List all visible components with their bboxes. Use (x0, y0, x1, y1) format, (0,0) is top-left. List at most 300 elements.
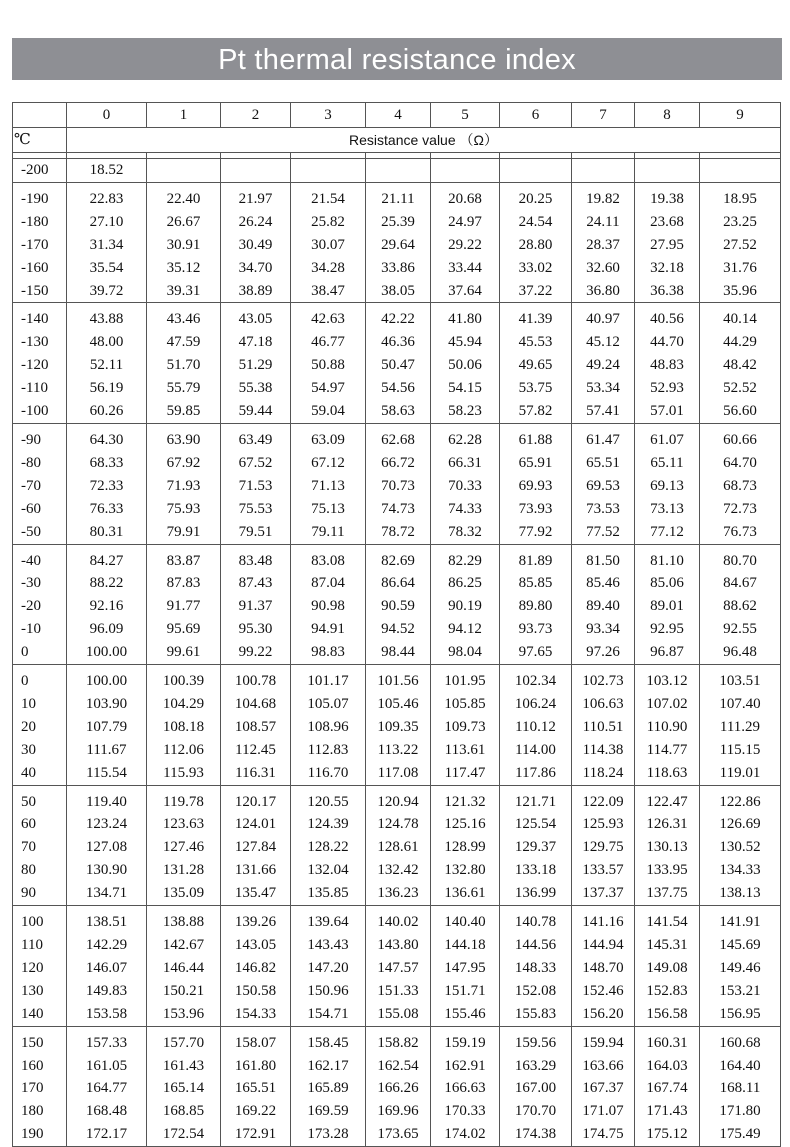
resistance-cell: 87.83 (147, 572, 221, 595)
resistance-cell: 86.25 (431, 572, 500, 595)
resistance-cell: 166.63 (431, 1077, 500, 1100)
resistance-cell: 84.27 (67, 550, 147, 573)
resistance-cell: 133.57 (572, 859, 635, 882)
resistance-cell: 107.02 (635, 693, 700, 716)
table-row (13, 595, 781, 618)
temperature-cell: 60 (13, 813, 67, 836)
column-header-row (13, 103, 781, 128)
resistance-cell: 174.02 (431, 1123, 500, 1146)
resistance-cell: 84.67 (700, 572, 781, 595)
resistance-cell: 40.56 (635, 308, 700, 331)
resistance-cell: 57.41 (572, 400, 635, 423)
column-header: 3 (291, 103, 366, 128)
resistance-cell: 100.78 (221, 670, 291, 693)
resistance-cell: 40.97 (572, 308, 635, 331)
resistance-cell (700, 159, 781, 183)
resistance-cell: 21.97 (221, 188, 291, 211)
resistance-cell: 117.08 (366, 762, 431, 785)
temperature-cell: -70 (13, 475, 67, 498)
resistance-cell: 146.82 (221, 957, 291, 980)
table-row (13, 159, 781, 183)
resistance-cell: 89.40 (572, 595, 635, 618)
temperature-cell: -120 (13, 354, 67, 377)
temperature-cell: -30 (13, 572, 67, 595)
resistance-cell: 101.17 (291, 670, 366, 693)
table-row (13, 1100, 781, 1123)
resistance-cell: 110.51 (572, 716, 635, 739)
table-row (13, 308, 781, 331)
resistance-cell: 67.12 (291, 452, 366, 475)
resistance-cell: 74.33 (431, 498, 500, 521)
resistance-cell: 52.11 (67, 354, 147, 377)
resistance-cell: 149.46 (700, 957, 781, 980)
resistance-cell: 31.34 (67, 234, 147, 257)
resistance-cell: 134.71 (67, 882, 147, 905)
resistance-cell: 114.77 (635, 739, 700, 762)
resistance-cell: 147.57 (366, 957, 431, 980)
resistance-cell: 65.11 (635, 452, 700, 475)
resistance-cell: 81.10 (635, 550, 700, 573)
resistance-cell: 116.31 (221, 762, 291, 785)
resistance-cell: 35.12 (147, 257, 221, 280)
resistance-cell: 173.28 (291, 1123, 366, 1146)
resistance-cell: 108.96 (291, 716, 366, 739)
table-row (13, 882, 781, 905)
resistance-cell: 148.33 (500, 957, 572, 980)
resistance-cell: 110.90 (635, 716, 700, 739)
resistance-cell (572, 159, 635, 183)
table-row (13, 693, 781, 716)
resistance-cell: 37.64 (431, 280, 500, 303)
resistance-cell: 41.80 (431, 308, 500, 331)
table-row (13, 1123, 781, 1146)
table-row (13, 618, 781, 641)
resistance-cell: 165.14 (147, 1077, 221, 1100)
resistance-cell: 69.93 (500, 475, 572, 498)
column-header: 6 (500, 103, 572, 128)
resistance-cell: 63.90 (147, 429, 221, 452)
resistance-cell: 167.74 (635, 1077, 700, 1100)
resistance-cell: 50.88 (291, 354, 366, 377)
resistance-cell: 21.11 (366, 188, 431, 211)
resistance-cell: 71.13 (291, 475, 366, 498)
table-row (13, 1055, 781, 1078)
resistance-cell: 136.23 (366, 882, 431, 905)
resistance-cell: 103.51 (700, 670, 781, 693)
resistance-cell: 56.60 (700, 400, 781, 423)
resistance-cell: 47.59 (147, 331, 221, 354)
table-row (13, 934, 781, 957)
resistance-cell: 88.62 (700, 595, 781, 618)
resistance-cell: 75.93 (147, 498, 221, 521)
resistance-cell: 45.12 (572, 331, 635, 354)
resistance-cell: 156.95 (700, 1003, 781, 1026)
resistance-cell: 73.13 (635, 498, 700, 521)
resistance-cell: 25.39 (366, 211, 431, 234)
resistance-cell: 92.16 (67, 595, 147, 618)
resistance-cell: 67.52 (221, 452, 291, 475)
resistance-cell: 50.47 (366, 354, 431, 377)
resistance-cell: 19.82 (572, 188, 635, 211)
resistance-cell: 36.80 (572, 280, 635, 303)
resistance-cell: 53.75 (500, 377, 572, 400)
resistance-cell: 97.26 (572, 641, 635, 664)
temperature-cell: -170 (13, 234, 67, 257)
resistance-cell: 141.91 (700, 911, 781, 934)
resistance-cell: 174.75 (572, 1123, 635, 1146)
temperature-cell: 100 (13, 911, 67, 934)
table-row (13, 813, 781, 836)
temperature-cell: -110 (13, 377, 67, 400)
resistance-cell: 143.43 (291, 934, 366, 957)
resistance-cell: 48.83 (635, 354, 700, 377)
resistance-cell: 158.45 (291, 1032, 366, 1055)
resistance-cell: 124.78 (366, 813, 431, 836)
resistance-cell: 55.79 (147, 377, 221, 400)
resistance-cell: 166.26 (366, 1077, 431, 1100)
temperature-cell: -200 (13, 159, 67, 183)
resistance-cell: 173.65 (366, 1123, 431, 1146)
resistance-cell: 32.60 (572, 257, 635, 280)
resistance-cell: 127.46 (147, 836, 221, 859)
temperature-cell: 20 (13, 716, 67, 739)
resistance-cell: 54.56 (366, 377, 431, 400)
resistance-cell: 157.70 (147, 1032, 221, 1055)
column-header: 9 (700, 103, 781, 128)
table-row (13, 762, 781, 785)
resistance-cell: 91.77 (147, 595, 221, 618)
resistance-cell: 150.21 (147, 980, 221, 1003)
resistance-cell: 33.02 (500, 257, 572, 280)
resistance-cell: 23.25 (700, 211, 781, 234)
resistance-cell: 43.88 (67, 308, 147, 331)
table-row (13, 211, 781, 234)
resistance-cell: 62.28 (431, 429, 500, 452)
resistance-cell: 107.79 (67, 716, 147, 739)
resistance-cell: 154.33 (221, 1003, 291, 1026)
resistance-cell: 119.01 (700, 762, 781, 785)
resistance-cell: 31.76 (700, 257, 781, 280)
resistance-cell: 143.05 (221, 934, 291, 957)
resistance-cell: 102.73 (572, 670, 635, 693)
resistance-cell: 125.54 (500, 813, 572, 836)
temperature-cell: 90 (13, 882, 67, 905)
resistance-cell: 174.38 (500, 1123, 572, 1146)
resistance-cell: 92.95 (635, 618, 700, 641)
resistance-cell: 38.47 (291, 280, 366, 303)
resistance-cell: 35.96 (700, 280, 781, 303)
resistance-cell: 158.07 (221, 1032, 291, 1055)
resistance-cell: 83.08 (291, 550, 366, 573)
table-row (13, 429, 781, 452)
resistance-cell: 22.40 (147, 188, 221, 211)
table-row (13, 280, 781, 303)
resistance-cell: 75.13 (291, 498, 366, 521)
temperature-cell: 30 (13, 739, 67, 762)
resistance-cell: 44.29 (700, 331, 781, 354)
resistance-cell: 98.04 (431, 641, 500, 664)
table-row (13, 1003, 781, 1026)
resistance-cell: 114.38 (572, 739, 635, 762)
resistance-cell (366, 159, 431, 183)
resistance-cell: 92.55 (700, 618, 781, 641)
table-row (13, 521, 781, 544)
resistance-cell: 80.70 (700, 550, 781, 573)
temperature-cell: 190 (13, 1123, 67, 1146)
resistance-cell: 106.24 (500, 693, 572, 716)
resistance-cell: 157.33 (67, 1032, 147, 1055)
resistance-cell: 56.19 (67, 377, 147, 400)
resistance-cell: 100.00 (67, 670, 147, 693)
resistance-cell: 60.26 (67, 400, 147, 423)
resistance-cell: 140.78 (500, 911, 572, 934)
column-header: 7 (572, 103, 635, 128)
resistance-cell: 141.54 (635, 911, 700, 934)
table-row (13, 331, 781, 354)
table-row (13, 354, 781, 377)
resistance-cell: 97.65 (500, 641, 572, 664)
resistance-cell: 89.80 (500, 595, 572, 618)
temperature-cell: 70 (13, 836, 67, 859)
resistance-cell: 164.03 (635, 1055, 700, 1078)
resistance-cell: 96.09 (67, 618, 147, 641)
resistance-cell: 136.61 (431, 882, 500, 905)
resistance-cell: 171.80 (700, 1100, 781, 1123)
resistance-cell: 51.70 (147, 354, 221, 377)
resistance-cell: 82.69 (366, 550, 431, 573)
resistance-cell: 158.82 (366, 1032, 431, 1055)
resistance-cell: 66.31 (431, 452, 500, 475)
resistance-cell: 168.48 (67, 1100, 147, 1123)
resistance-cell: 72.33 (67, 475, 147, 498)
resistance-cell: 45.53 (500, 331, 572, 354)
resistance-cell: 114.00 (500, 739, 572, 762)
temperature-cell: 40 (13, 762, 67, 785)
resistance-cell: 100.00 (67, 641, 147, 664)
resistance-cell: 108.57 (221, 716, 291, 739)
resistance-cell: 91.37 (221, 595, 291, 618)
resistance-cell: 170.33 (431, 1100, 500, 1123)
table-row (13, 550, 781, 573)
table-row (13, 234, 781, 257)
resistance-cell: 77.92 (500, 521, 572, 544)
resistance-cell: 105.85 (431, 693, 500, 716)
resistance-cell: 78.72 (366, 521, 431, 544)
resistance-cell: 33.86 (366, 257, 431, 280)
resistance-cell: 168.11 (700, 1077, 781, 1100)
resistance-cell: 156.20 (572, 1003, 635, 1026)
resistance-cell: 64.30 (67, 429, 147, 452)
column-header: 4 (366, 103, 431, 128)
resistance-cell: 108.18 (147, 716, 221, 739)
temperature-cell: -80 (13, 452, 67, 475)
table-row (13, 739, 781, 762)
temperature-cell: -190 (13, 188, 67, 211)
resistance-cell: 81.89 (500, 550, 572, 573)
corner-cell (13, 103, 67, 128)
resistance-cell: 135.85 (291, 882, 366, 905)
resistance-cell: 48.00 (67, 331, 147, 354)
resistance-cell: 76.73 (700, 521, 781, 544)
resistance-cell: 54.15 (431, 377, 500, 400)
resistance-cell: 58.63 (366, 400, 431, 423)
resistance-cell: 19.38 (635, 188, 700, 211)
resistance-cell: 129.37 (500, 836, 572, 859)
resistance-cell: 140.40 (431, 911, 500, 934)
resistance-header: Resistance value （Ω） (67, 128, 781, 153)
temperature-cell: -50 (13, 521, 67, 544)
table-row (13, 377, 781, 400)
resistance-cell: 165.89 (291, 1077, 366, 1100)
resistance-cell: 149.08 (635, 957, 700, 980)
temperature-cell: -130 (13, 331, 67, 354)
resistance-cell: 138.88 (147, 911, 221, 934)
resistance-cell: 148.70 (572, 957, 635, 980)
table-row (13, 257, 781, 280)
resistance-cell: 127.84 (221, 836, 291, 859)
resistance-cell: 81.50 (572, 550, 635, 573)
temperature-cell: 150 (13, 1032, 67, 1055)
resistance-cell: 126.69 (700, 813, 781, 836)
resistance-cell: 85.06 (635, 572, 700, 595)
resistance-cell (291, 159, 366, 183)
resistance-cell: 139.26 (221, 911, 291, 934)
resistance-cell: 165.51 (221, 1077, 291, 1100)
resistance-cell: 18.95 (700, 188, 781, 211)
table-row (13, 1077, 781, 1100)
resistance-cell: 171.43 (635, 1100, 700, 1123)
resistance-cell: 27.10 (67, 211, 147, 234)
resistance-cell: 20.25 (500, 188, 572, 211)
table-row (13, 452, 781, 475)
resistance-cell: 169.59 (291, 1100, 366, 1123)
temperature-cell: 130 (13, 980, 67, 1003)
resistance-cell: 34.70 (221, 257, 291, 280)
resistance-cell: 134.33 (700, 859, 781, 882)
resistance-cell: 127.08 (67, 836, 147, 859)
resistance-cell: 51.29 (221, 354, 291, 377)
resistance-cell: 172.17 (67, 1123, 147, 1146)
resistance-cell: 27.95 (635, 234, 700, 257)
resistance-cell: 100.39 (147, 670, 221, 693)
resistance-cell: 123.24 (67, 813, 147, 836)
resistance-cell: 120.55 (291, 791, 366, 814)
resistance-cell: 87.04 (291, 572, 366, 595)
resistance-cell: 60.66 (700, 429, 781, 452)
resistance-cell: 69.13 (635, 475, 700, 498)
resistance-cell: 144.18 (431, 934, 500, 957)
resistance-cell: 102.34 (500, 670, 572, 693)
resistance-cell: 57.01 (635, 400, 700, 423)
resistance-cell: 162.91 (431, 1055, 500, 1078)
resistance-cell: 65.51 (572, 452, 635, 475)
resistance-cell: 120.94 (366, 791, 431, 814)
resistance-cell: 144.56 (500, 934, 572, 957)
resistance-cell: 145.69 (700, 934, 781, 957)
resistance-cell: 41.39 (500, 308, 572, 331)
resistance-cell: 164.40 (700, 1055, 781, 1078)
resistance-cell: 122.47 (635, 791, 700, 814)
resistance-cell: 76.33 (67, 498, 147, 521)
resistance-cell: 124.39 (291, 813, 366, 836)
resistance-cell: 116.70 (291, 762, 366, 785)
resistance-cell: 29.22 (431, 234, 500, 257)
resistance-cell: 138.51 (67, 911, 147, 934)
resistance-cell: 123.63 (147, 813, 221, 836)
resistance-cell: 21.54 (291, 188, 366, 211)
resistance-cell: 96.87 (635, 641, 700, 664)
resistance-cell: 99.61 (147, 641, 221, 664)
resistance-cell: 150.96 (291, 980, 366, 1003)
resistance-cell: 98.83 (291, 641, 366, 664)
resistance-cell: 28.37 (572, 234, 635, 257)
resistance-cell: 47.18 (221, 331, 291, 354)
resistance-cell: 175.12 (635, 1123, 700, 1146)
resistance-cell: 152.46 (572, 980, 635, 1003)
resistance-cell: 109.73 (431, 716, 500, 739)
resistance-cell: 69.53 (572, 475, 635, 498)
resistance-cell: 52.93 (635, 377, 700, 400)
resistance-cell: 52.52 (700, 377, 781, 400)
resistance-cell: 147.20 (291, 957, 366, 980)
resistance-cell: 57.82 (500, 400, 572, 423)
temperature-cell: 0 (13, 670, 67, 693)
resistance-cell: 42.22 (366, 308, 431, 331)
resistance-cell: 79.11 (291, 521, 366, 544)
resistance-cell: 30.49 (221, 234, 291, 257)
resistance-cell: 169.96 (366, 1100, 431, 1123)
resistance-cell: 63.49 (221, 429, 291, 452)
table-row (13, 400, 781, 423)
resistance-cell: 83.87 (147, 550, 221, 573)
resistance-cell: 62.68 (366, 429, 431, 452)
resistance-cell: 109.35 (366, 716, 431, 739)
resistance-cell: 130.13 (635, 836, 700, 859)
resistance-cell: 122.86 (700, 791, 781, 814)
table-row (13, 859, 781, 882)
temperature-cell: 110 (13, 934, 67, 957)
resistance-cell: 115.93 (147, 762, 221, 785)
resistance-cell: 132.80 (431, 859, 500, 882)
resistance-cell: 111.29 (700, 716, 781, 739)
table-row (13, 475, 781, 498)
resistance-cell: 167.37 (572, 1077, 635, 1100)
resistance-cell: 168.85 (147, 1100, 221, 1123)
temperature-cell: 50 (13, 791, 67, 814)
resistance-cell (147, 159, 221, 183)
resistance-cell: 135.47 (221, 882, 291, 905)
table-row (13, 641, 781, 664)
resistance-cell: 175.49 (700, 1123, 781, 1146)
resistance-cell: 25.82 (291, 211, 366, 234)
temperature-cell: -160 (13, 257, 67, 280)
resistance-cell: 112.06 (147, 739, 221, 762)
column-header: 5 (431, 103, 500, 128)
resistance-cell: 48.42 (700, 354, 781, 377)
resistance-cell: 33.44 (431, 257, 500, 280)
resistance-cell: 118.24 (572, 762, 635, 785)
resistance-cell: 63.09 (291, 429, 366, 452)
resistance-cell: 90.19 (431, 595, 500, 618)
resistance-cell: 54.97 (291, 377, 366, 400)
resistance-cell: 29.64 (366, 234, 431, 257)
temperature-cell: -100 (13, 400, 67, 423)
resistance-cell: 77.52 (572, 521, 635, 544)
resistance-cell: 71.93 (147, 475, 221, 498)
temperature-cell: 180 (13, 1100, 67, 1123)
table-row (13, 1032, 781, 1055)
resistance-cell: 83.48 (221, 550, 291, 573)
